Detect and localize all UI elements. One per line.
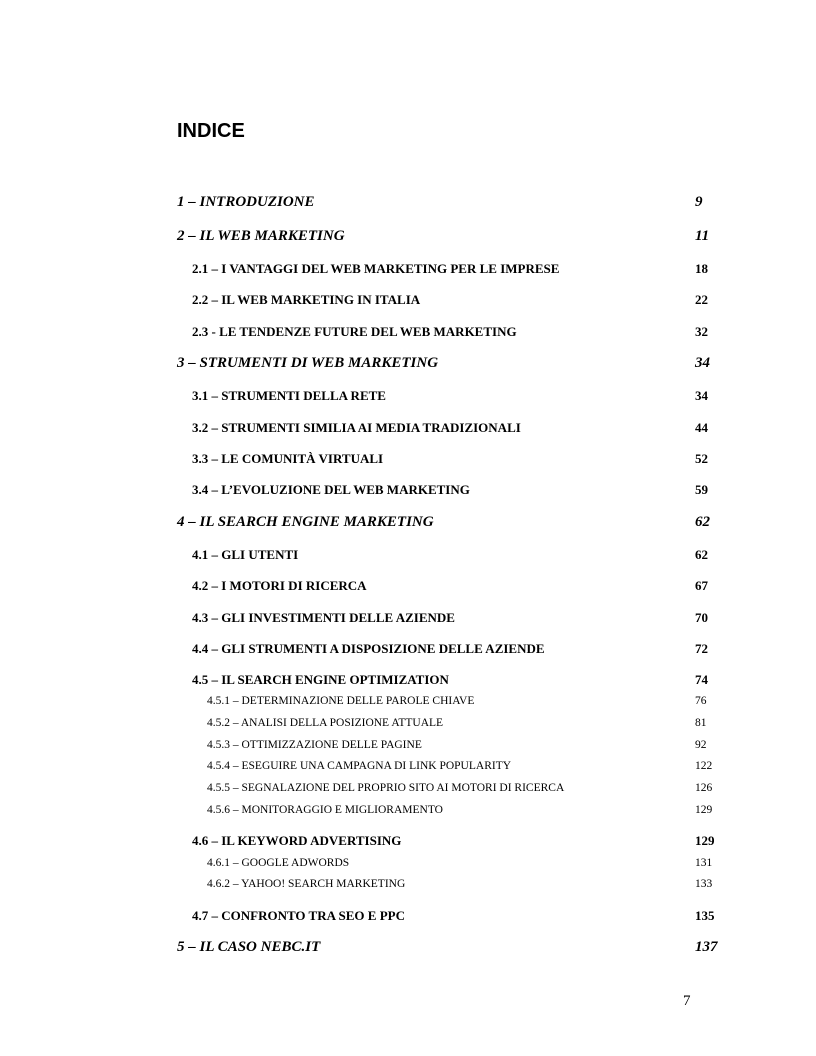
toc-entry-page: 74 (695, 672, 708, 687)
toc-entry-page: 137 (695, 939, 718, 955)
toc-entry-label: 4 – IL SEARCH ENGINE MARKETING (177, 514, 434, 530)
toc-entry-label: 4.2 – I MOTORI DI RICERCA (192, 578, 367, 593)
toc-entry-label: 4.5.2 – ANALISI DELLA POSIZIONE ATTUALE (207, 717, 444, 729)
toc-entry-page: 62 (695, 547, 708, 562)
toc-entry-page: 133 (695, 878, 713, 890)
toc-entry-page: 67 (695, 578, 708, 593)
toc-entry-label: 4.5.6 – MONITORAGGIO E MIGLIORAMENTO (207, 804, 443, 816)
toc-entry-label: 4.4 – GLI STRUMENTI A DISPOSIZIONE DELLE AZIENDE (192, 641, 545, 656)
toc-entry-label: 3.2 – STRUMENTI SIMILIA AI MEDIA TRADIZIONALI (192, 420, 521, 435)
toc-entry-label: 2 – IL WEB MARKETING (177, 228, 345, 244)
toc-entry-page: 135 (695, 908, 715, 923)
toc-entry-label: 4.1 – GLI UTENTI (192, 547, 299, 562)
toc-entry-page: 9 (695, 194, 703, 210)
toc-entry-label: 4.6.1 – GOOGLE ADWORDS (207, 857, 350, 869)
toc-entry-page: 11 (695, 228, 710, 244)
toc-entry-label: 4.5.1 – DETERMINAZIONE DELLE PAROLE CHIAVE (207, 695, 475, 707)
toc-entry-page: 92 (695, 739, 707, 751)
toc-entry-page: 62 (695, 514, 710, 530)
toc-entry-label: 2.2 – IL WEB MARKETING IN ITALIA (192, 292, 421, 307)
toc-entry-page: 44 (695, 420, 708, 435)
toc-entry-label: 1 – INTRODUZIONE (177, 194, 315, 210)
toc-entry-page: 52 (695, 451, 708, 466)
toc-entry-label: 2.3 - LE TENDENZE FUTURE DEL WEB MARKETING (192, 324, 517, 339)
toc-entry-page: 18 (695, 261, 708, 276)
toc-entry-page: 131 (695, 857, 713, 869)
toc-entry-label: 4.5.4 – ESEGUIRE UNA CAMPAGNA DI LINK POPULARITY (207, 760, 512, 772)
toc-entry-page: 126 (695, 782, 713, 794)
toc-entry-label: 4.7 – CONFRONTO TRA SEO E PPC (192, 908, 405, 923)
toc-entry-page: 59 (695, 482, 708, 497)
toc-entry-label: 4.5.5 – SEGNALAZIONE DEL PROPRIO SITO AI MOTORI DI RICERCA (207, 782, 565, 794)
toc-entry-page: 72 (695, 641, 708, 656)
toc-entry-page: 22 (695, 292, 708, 307)
toc-entry-label: 4.5.3 – OTTIMIZZAZIONE DELLE PAGINE (207, 739, 422, 751)
toc-entry-page: 76 (695, 695, 707, 707)
toc-entry-page: 129 (695, 833, 715, 848)
toc-entry-label: 2.1 – I VANTAGGI DEL WEB MARKETING PER LE IMPRESE (192, 261, 560, 276)
toc-entry-page: 34 (695, 355, 710, 371)
toc-entry-label: 3 – STRUMENTI DI WEB MARKETING (177, 355, 439, 371)
toc-entry-label: 4.6 – IL KEYWORD ADVERTISING (192, 833, 402, 848)
toc-entry-page: 70 (695, 610, 708, 625)
page-number: 7 (683, 993, 691, 1009)
toc-entry-page: 81 (695, 717, 707, 729)
toc-entry-label: 3.4 – L’EVOLUZIONE DEL WEB MARKETING (192, 482, 470, 497)
page-title: INDICE (177, 120, 245, 142)
toc-entry-page: 32 (695, 324, 708, 339)
toc-entry-label: 3.3 – LE COMUNITÀ VIRTUALI (192, 451, 384, 466)
toc-entry-label: 4.3 – GLI INVESTIMENTI DELLE AZIENDE (192, 610, 455, 625)
toc-entry-page: 34 (695, 388, 708, 403)
toc-entry-label: 5 – IL CASO NEBC.IT (177, 939, 321, 955)
toc-entry-label: 3.1 – STRUMENTI DELLA RETE (192, 388, 386, 403)
toc-entry-label: 4.5 – IL SEARCH ENGINE OPTIMIZATION (192, 672, 449, 687)
toc-entry-label: 4.6.2 – YAHOO! SEARCH MARKETING (207, 878, 406, 890)
toc-entry-page: 122 (695, 760, 713, 772)
toc-entry-page: 129 (695, 804, 713, 816)
